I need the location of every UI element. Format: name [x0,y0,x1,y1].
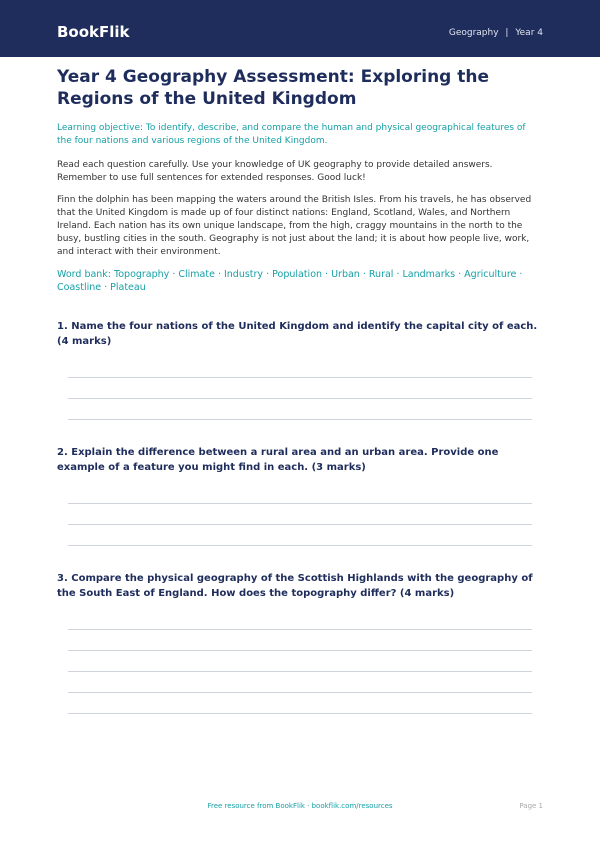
breadcrumb-subject: Geography [448,28,499,38]
page-title: Year 4 Geography Assessment: Exploring the Regions of the United Kingdom [57,67,490,109]
footer-link[interactable]: Free resource from BookFlik · bookflik.com/resources [207,802,393,810]
question-text: 3. Compare the physical geography of the Scottish Highlands with the geography of the South East of England. How does the topography differ? (4 marks) [57,573,533,599]
question-text: 2. Explain the difference between a rural area and an urban area. Provide one example of a feature you might find in each. (3 marks) [57,447,499,473]
breadcrumb [449,27,543,39]
question-3 [57,571,543,714]
answer-line[interactable] [68,483,532,504]
answer-line[interactable] [68,525,532,546]
instructions: Read each question carefully. Use your knowledge of UK geography to provide detailed answers. Remember to use full sentences for extended responses. Good luck! [57,160,493,183]
learning-objective: Learning objective: To identify, describe, and compare the human and physical geographical features of the four nations and various regions of the United Kingdom. [57,123,526,146]
answer-line[interactable] [68,504,532,525]
answer-line[interactable] [68,357,532,378]
intro-story: Finn the dolphin has been mapping the waters around the British Isles. From his travels, he has observed that the United Kingdom is made up of four distinct nations: England, Scotland, Wales, and Northern Ireland. Each nation has its own unique landscape, from the high, craggy mountains in the north to the busy, bustling cities in the south. Geography is not just about the land; it is about how people live, work, and interact with their environment. [57,195,532,257]
answer-line[interactable] [68,630,532,651]
breadcrumb-year: Year 4 [515,28,543,38]
answer-line[interactable] [68,399,532,420]
question-2 [57,445,543,546]
answer-line[interactable] [68,651,532,672]
question-1 [57,319,543,420]
answer-area[interactable] [57,609,543,714]
top-banner [0,0,600,57]
worksheet-content [57,66,543,714]
breadcrumb-separator: | [505,28,509,38]
answer-line[interactable] [68,672,532,693]
question-text: 1. Name the four nations of the United Kingdom and identify the capital city of each. (4 marks) [57,321,538,347]
page-number: Page 1 [519,802,543,810]
answer-line[interactable] [68,609,532,630]
word-bank: Word bank: Topography · Climate · Industry · Population · Urban · Rural · Landmarks · Agriculture · Coastline · Plateau [57,269,523,293]
answer-line[interactable] [68,378,532,399]
brand-logo[interactable]: BookFlik [57,23,130,41]
answer-area[interactable] [57,357,543,420]
answer-area[interactable] [57,483,543,546]
answer-line[interactable] [68,693,532,714]
